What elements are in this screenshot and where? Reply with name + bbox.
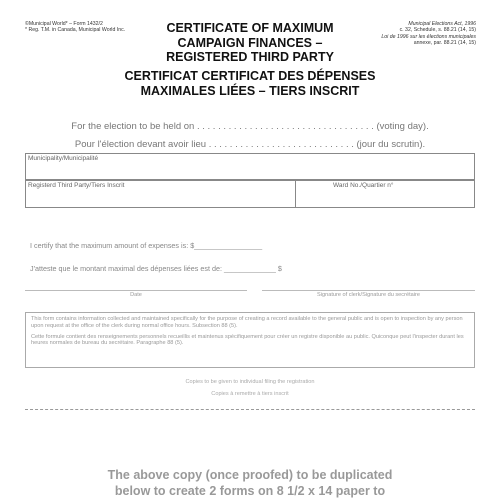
maximum-expenses-en[interactable]: I certify that the maximum amount of expenses is: $_________________ — [30, 241, 263, 250]
date-line[interactable] — [25, 290, 247, 291]
legislation-reference — [381, 21, 476, 47]
title-en-line2: CAMPAIGN FINANCES – — [177, 35, 323, 50]
copies-note-en: Copies to be given to individual filing the registration — [185, 379, 315, 385]
election-date-fr[interactable]: Pour l'élection devant avoir lieu . . . . . . . . . . . . . . . . . . . . . . . . . . . . (jour du scrutin). — [74, 139, 426, 150]
act-en-ref: c. 32, Schedule, s. 88.21 (14, 15) — [399, 27, 476, 34]
act-en: Municipal Elections Act, 1996 — [408, 21, 476, 27]
date-label: Date — [130, 292, 142, 298]
copies-note-fr: Copies à remettre à tiers inscrit — [211, 391, 289, 397]
act-fr: Loi de 1996 sur les élections municipales — [381, 33, 476, 40]
act-fr-ref: annexe, par. 88.21 (14, 15) — [413, 40, 476, 47]
privacy-notice — [25, 312, 475, 368]
maximum-expenses-fr[interactable]: J'atteste que le montant maximal des dépenses liées est de: _____________ $ — [30, 264, 282, 273]
clerk-signature-label: Signature of clerk/Signature du secrétaire — [317, 292, 420, 298]
ward-divider — [295, 181, 296, 207]
title-english — [140, 21, 360, 65]
municipality-label: Municipality/Municipalité — [28, 155, 99, 162]
duplication-line2: below to create 2 forms on 8 1/2 x 14 paper to — [114, 484, 386, 498]
privacy-notice-en: This form contains information collected and maintained specifically for the purpose of creating a record available to the general public and is open to inspection by any person upon request at the office of the clerk during normal office hours. Subsection 88 (5). — [31, 316, 463, 329]
ward-label: Ward No./Quartier n° — [333, 182, 394, 189]
cut-line — [25, 409, 475, 410]
registrant-row — [25, 180, 475, 208]
privacy-notice-fr: Cette formule contient des renseignements personnels recueillis et maintenus spécifiquement pour créer un registre disponible au public. Quiconque peut l'inspecter durant les heures normales de bureau du secrétaire. Paragraphe 88 (5). — [31, 333, 464, 347]
title-fr-line2: MAXIMALES LIÉES – TIERS INSCRIT — [140, 84, 360, 98]
clerk-signature-line[interactable] — [262, 290, 475, 291]
title-french — [80, 69, 420, 99]
election-date-en[interactable]: For the election to be held on . . . . . . . . . . . . . . . . . . . . . . . . . . . . . . . . . . (voting day). — [71, 121, 429, 132]
municipality-field[interactable] — [25, 153, 475, 180]
title-fr-line1: CERTIFICAT CERTIFICAT DES DÉPENSES — [124, 69, 376, 83]
duplication-instruction — [60, 467, 440, 499]
trademark-note: * Reg. T.M. in Canada, Municipal World Inc. — [25, 27, 126, 34]
registrant-label: Registerd Third Party/Tiers Inscrit — [28, 182, 125, 189]
publisher-note — [25, 21, 125, 34]
form-number: ©Municipal World* – Form 1432/2 — [25, 21, 103, 27]
title-en-line1: CERTIFICATE OF MAXIMUM — [166, 21, 334, 35]
title-en-line3: REGISTERED THIRD PARTY — [166, 50, 334, 64]
duplication-line1: The above copy (once proofed) to be duplicated — [107, 468, 393, 482]
